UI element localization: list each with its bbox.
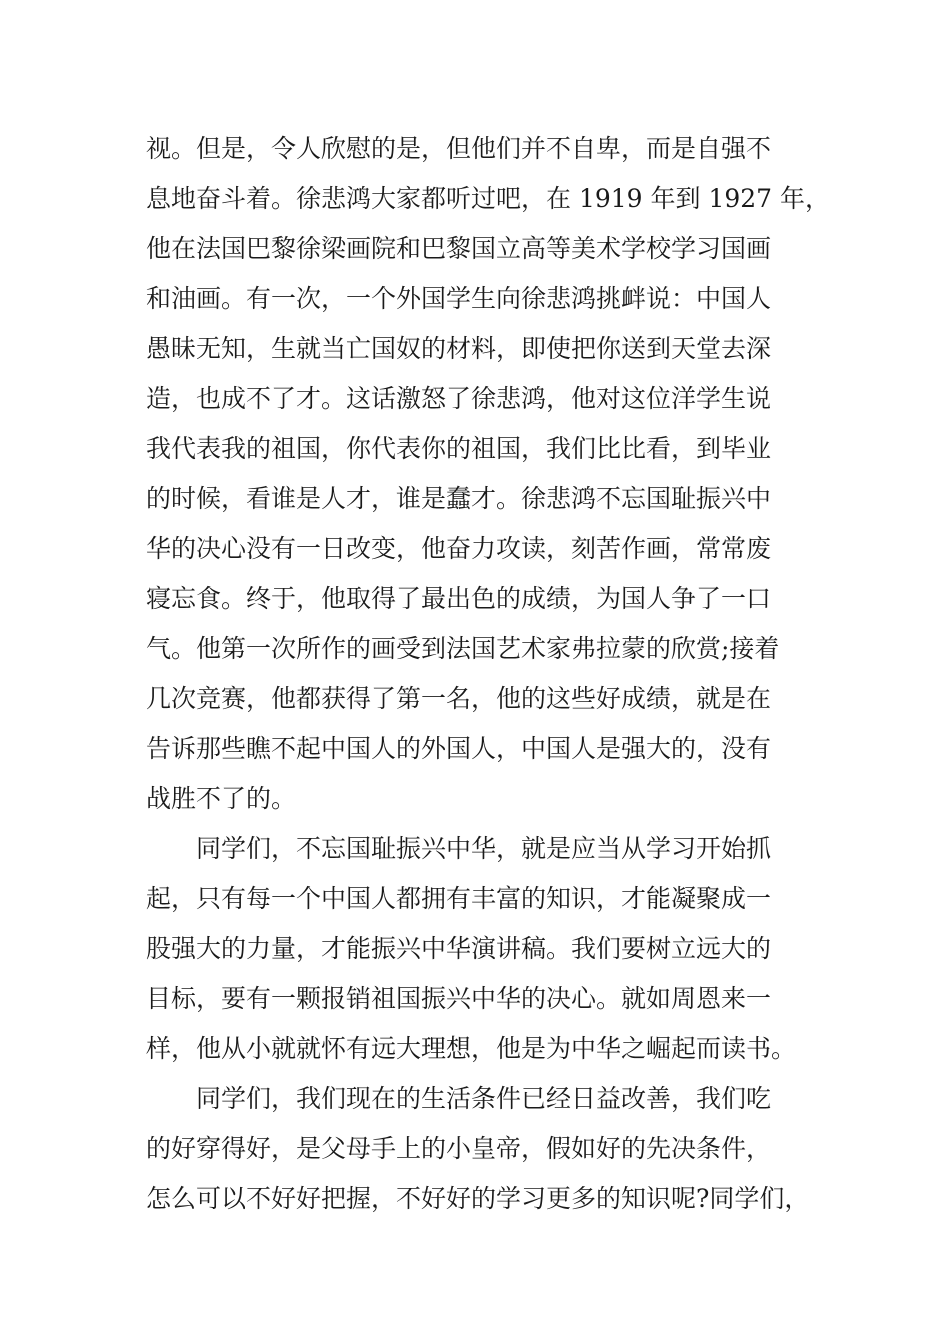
text-line-3: 他在法国巴黎徐梁画院和巴黎国立高等美术学校学习国画 [146, 234, 772, 263]
text-line-9: 华的决心没有一日改变，他奋力攻读，刻苦作画，常常废 [146, 534, 772, 563]
paragraph-start-line: 同学们，我们现在的生活条件已经日益改善，我们吃 [196, 1084, 772, 1113]
text-line-19: 样，他从小就就怀有远大理想，他是为中华之崛起而读书。 [146, 1034, 797, 1063]
text-line-12: 几次竞赛，他都获得了第一名，他的这些好成绩，就是在 [146, 684, 772, 713]
text-line-2: 息地奋斗着。徐悲鸿大家都听过吧，在 1919 年到 1927 年， [146, 184, 831, 213]
text-line-6: 造，也成不了才。这话激怒了徐悲鸿，他对这位洋学生说 [146, 384, 772, 413]
text-line-7: 我代表我的祖国，你代表你的祖国，我们比比看，到毕业 [146, 434, 772, 463]
text-line-18: 目标，要有一颗报销祖国振兴中华的决心。就如周恩来一 [146, 984, 772, 1013]
text-line-13: 告诉那些瞧不起中国人的外国人，中国人是强大的，没有 [146, 734, 772, 763]
text-line-1: 视。但是，令人欣慰的是，但他们并不自卑，而是自强不 [146, 134, 772, 163]
text-line-14: 战胜不了的。 [146, 784, 297, 813]
text-line-4: 和油画。有一次，一个外国学生向徐悲鸿挑衅说：中国人 [146, 284, 772, 313]
text-line-11: 气。他第一次所作的画受到法国艺术家弗拉蒙的欣赏;接着 [146, 634, 780, 663]
text-line-17: 股强大的力量，才能振兴中华演讲稿。我们要树立远大的 [146, 934, 772, 963]
text-line-16: 起，只有每一个中国人都拥有丰富的知识，才能凝聚成一 [146, 884, 772, 913]
body-text [146, 124, 831, 1224]
paragraph-start-line: 同学们，不忘国耻振兴中华，就是应当从学习开始抓 [196, 834, 772, 863]
text-line-10: 寝忘食。终于，他取得了最出色的成绩，为国人争了一口 [146, 584, 772, 613]
text-line-22: 怎么可以不好好把握，不好好的学习更多的知识呢?同学们， [146, 1184, 810, 1213]
text-line-5: 愚昧无知，生就当亡国奴的材料，即使把你送到天堂去深 [146, 334, 772, 363]
text-line-21: 的好穿得好，是父母手上的小皇帝，假如好的先决条件， [146, 1134, 772, 1163]
text-line-8: 的时候，看谁是人才，谁是蠢才。徐悲鸿不忘国耻振兴中 [146, 484, 772, 513]
